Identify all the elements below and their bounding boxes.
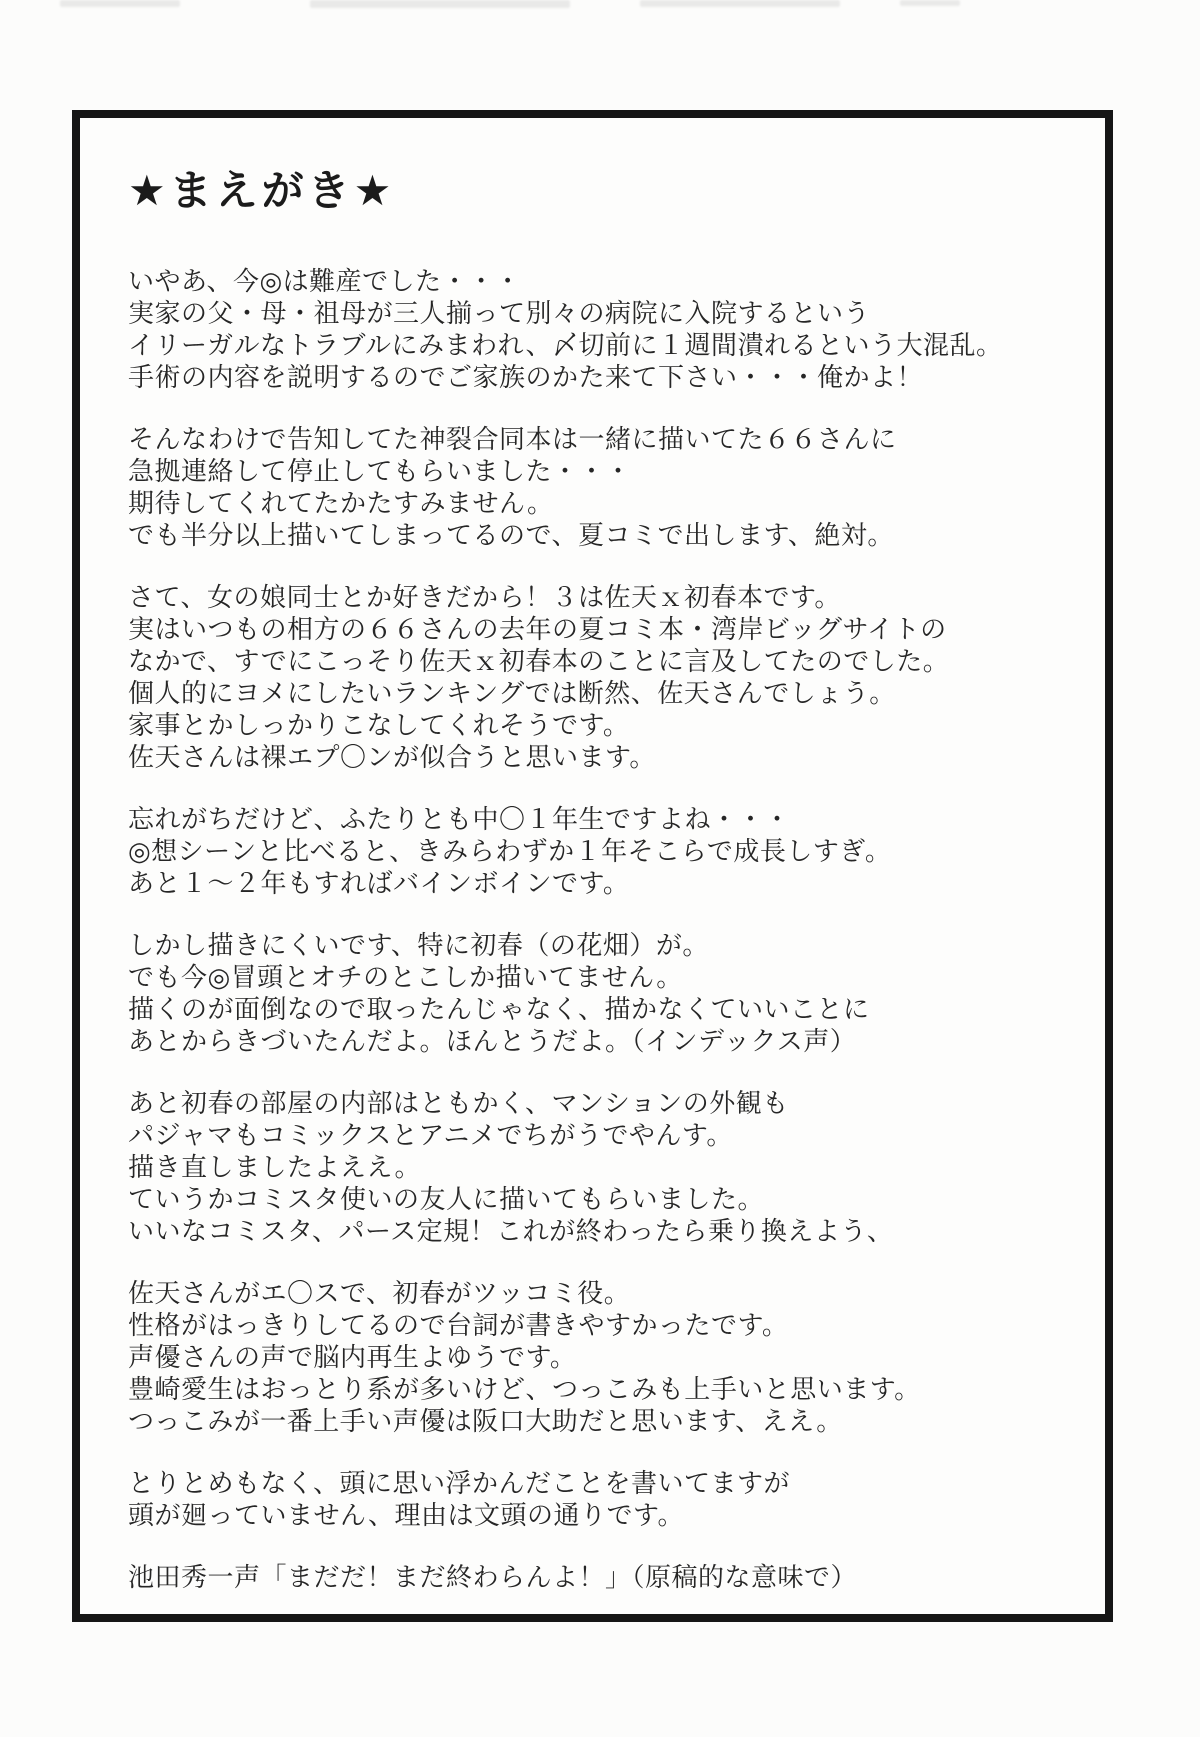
scan-artifact	[640, 0, 840, 7]
page-border-frame	[72, 110, 1113, 1622]
text-line: いやあ、今◎は難産でした・・・	[128, 267, 522, 297]
scan-artifact	[310, 0, 570, 8]
text-line: 急拠連絡して停止してもらいました・・・	[128, 457, 632, 487]
text-line: いいなコミスタ、パース定規！これが終わったら乗り換えよう、	[128, 1217, 894, 1247]
paragraph	[128, 1088, 1085, 1248]
text-line: 実はいつもの相方の６６さんの去年の夏コミ本・湾岸ビッグサイトの	[128, 615, 947, 645]
text-line: パジャマもコミックスとアニメでちがうでやんす。	[128, 1121, 733, 1151]
paragraph	[128, 424, 1085, 552]
paragraph	[128, 266, 1085, 394]
paragraph	[128, 930, 1085, 1058]
text-line: 頭が廻っていません、理由は文頭の通りです。	[128, 1501, 684, 1531]
text-line: 実家の父・母・祖母が三人揃って別々の病院に入院するという	[128, 299, 871, 329]
text-line: 佐天さんがエ〇スで、初春がツッコミ役。	[128, 1279, 631, 1309]
paragraph	[128, 1468, 1085, 1532]
text-line: 描き直しましたよええ。	[128, 1153, 422, 1183]
paragraph	[128, 1562, 1085, 1594]
text-line: 池田秀一声「まだだ！まだ終わらんよ！」（原稿的な意味で）	[128, 1563, 858, 1593]
scan-artifact	[900, 0, 960, 6]
page-content	[128, 158, 1085, 1624]
text-line: 豊崎愛生はおっとり系が多いけど、つっこみも上手いと思います。	[128, 1375, 921, 1405]
text-line: 声優さんの声で脳内再生よゆうです。	[128, 1343, 577, 1373]
text-line: さて、女の娘同士とか好きだから！３は佐天ｘ初春本です。	[128, 583, 841, 613]
body-text	[128, 266, 1085, 1594]
text-line: 個人的にヨメにしたいランキングでは断然、佐天さんでしょう。	[128, 679, 896, 709]
text-line: しかし描きにくいです、特に初春（の花畑）が。	[128, 931, 709, 961]
page-title: ★まえがき★	[128, 166, 396, 215]
text-line: 描くのが面倒なので取ったんじゃなく、描かなくていいことに	[128, 995, 870, 1025]
text-line: あとからきづいたんだよ。ほんとうだよ。（インデックス声）	[128, 1027, 857, 1057]
text-line: でも半分以上描いてしまってるので、夏コミで出します、絶対。	[128, 521, 894, 551]
text-line: なかで、すでにこっそり佐天ｘ初春本のことに言及してたのでした。	[128, 647, 950, 677]
text-line: 家事とかしっかりこなしてくれそうです。	[128, 711, 630, 741]
text-line: 手術の内容を説明するのでご家族のかた来て下さい・・・俺かよ！	[128, 363, 924, 393]
text-line: あと初春の部屋の内部はともかく、マンションの外観も	[128, 1089, 789, 1119]
text-line: 忘れがちだけど、ふたりとも中〇１年生ですよね・・・	[128, 805, 791, 835]
text-line: そんなわけで告知してた神裂合同本は一緒に描いてた６６さんに	[128, 425, 897, 455]
paragraph	[128, 804, 1085, 900]
text-line: 期待してくれてたかたすみません。	[128, 489, 554, 519]
text-line: イリーガルなトラブルにみまわれ、〆切前に１週間潰れるという大混乱。	[128, 331, 1003, 361]
text-line: つっこみが一番上手い声優は阪口大助だと思います、ええ。	[128, 1407, 843, 1437]
paragraph	[128, 1278, 1085, 1438]
scan-artifact	[60, 0, 180, 7]
text-line: ◎想シーンと比べると、きみらわずか１年そこらで成長しすぎ。	[128, 837, 892, 867]
text-line: あと１～２年もすればバインボインです。	[128, 869, 630, 899]
text-line: とりとめもなく、頭に思い浮かんだことを書いてますが	[128, 1469, 790, 1499]
text-line: ていうかコミスタ使いの友人に描いてもらいました。	[128, 1185, 765, 1215]
text-line: 性格がはっきりしてるので台詞が書きやすかったです。	[128, 1311, 789, 1341]
text-line: でも今◎冒頭とオチのとこしか描いてません。	[128, 963, 683, 993]
paragraph	[128, 582, 1085, 774]
text-line: 佐天さんは裸エプ〇ンが似合うと思います。	[128, 743, 656, 773]
